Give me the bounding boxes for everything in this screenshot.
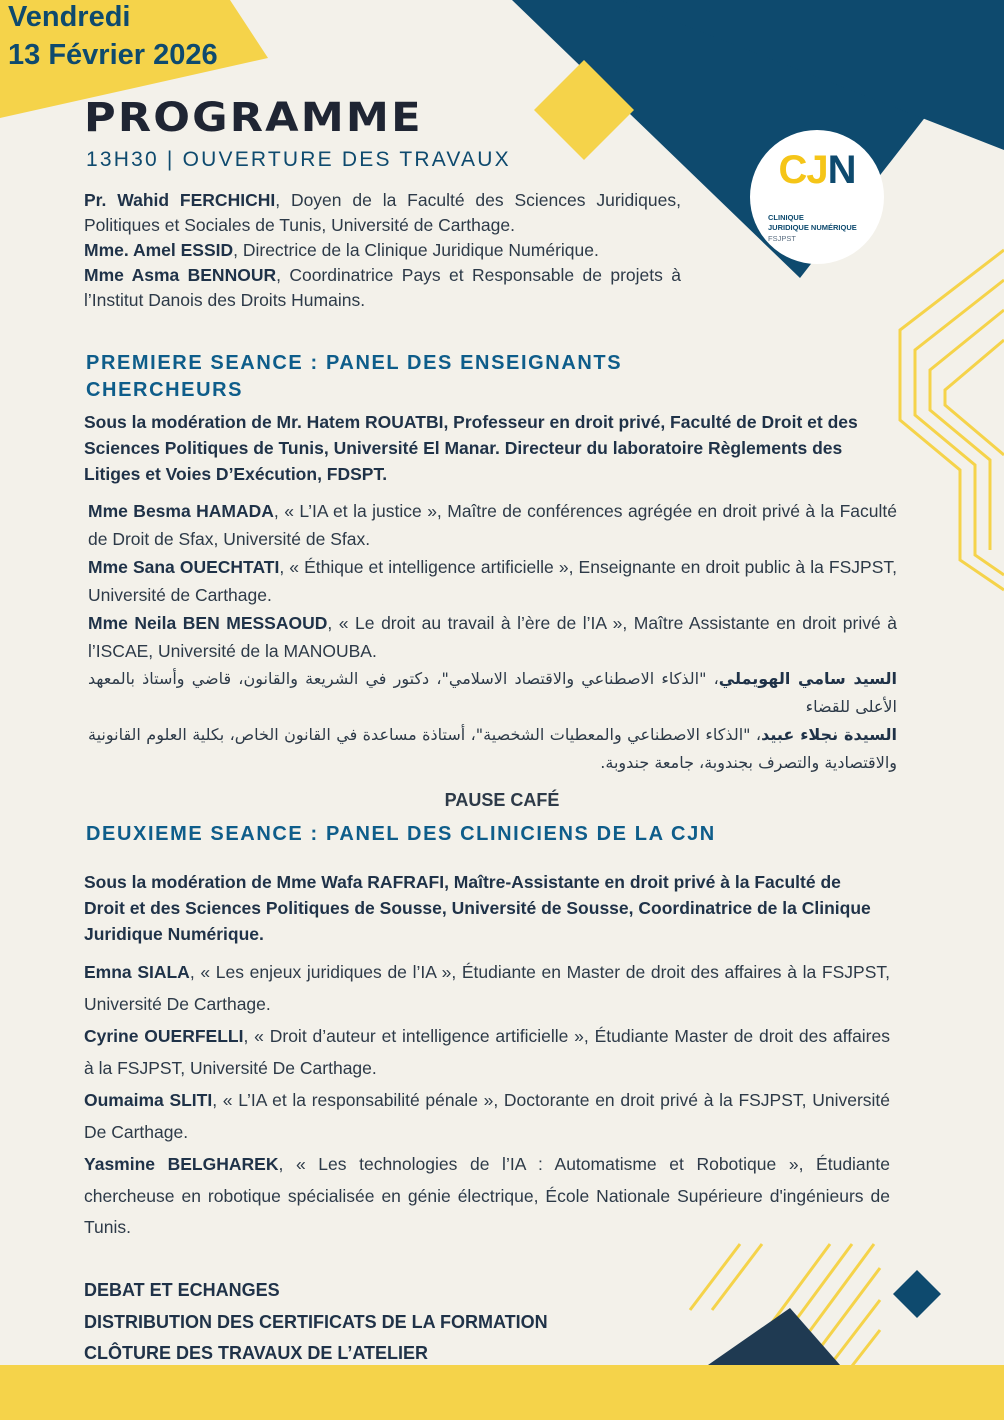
pause-cafe: PAUSE CAFÉ: [444, 790, 560, 810]
speaker-name: Mme. Amel ESSID: [84, 240, 234, 260]
closing-items: [84, 1275, 548, 1370]
logo-letter-j: J: [806, 148, 828, 192]
session1-speakers: [88, 497, 897, 777]
speaker-entry: [84, 957, 890, 1020]
speaker-entry: [84, 263, 681, 313]
speaker-name: Emna SIALA: [84, 962, 190, 982]
cjn-logo: [750, 130, 884, 264]
speaker-name: Mme Asma BENNOUR: [84, 265, 277, 285]
speaker-entry: [88, 497, 897, 553]
speaker-name: Oumaima SLITI: [84, 1090, 213, 1110]
closing-item: CLÔTURE DES TRAVAUX DE L’ATELIER: [84, 1343, 429, 1363]
speaker-desc: , « Éthique et intelligence artificielle », Enseignante en droit public à la FSJPST, Université de Carthage.: [88, 557, 897, 605]
speaker-entry: [84, 1021, 890, 1084]
speaker-entry: [84, 1149, 890, 1244]
speaker-desc: ، "الذكاء الاصطناعي والمعطيات الشخصية"، أستاذة مساعدة في القانون الخاص، بكلية العلوم القانونية والاقتصادية والتصرف بجندوبة، جامعة جندوبة.: [88, 725, 897, 772]
speaker-entry-arabic: [88, 665, 897, 721]
speaker-entry: [88, 553, 897, 609]
speaker-desc: ، "الذكاء الاصطناعي والاقتصاد الاسلامي"، دكتور في الشريعة والقانون، قاضي وأستاذ بالمعهد الأعلى للقضاء: [88, 669, 897, 716]
logo-letter-n: N: [827, 148, 856, 192]
closing-item: DEBAT ET ECHANGES: [84, 1280, 280, 1300]
speaker-name: Mme Sana OUECHTATI: [88, 557, 280, 577]
opening-speakers: [84, 188, 681, 313]
speaker-entry-arabic: [88, 721, 897, 777]
circuit-lines-right: [900, 250, 1004, 590]
speaker-name: السيد سامي الهويملي: [718, 669, 897, 688]
closing-item: DISTRIBUTION DES CERTIFICATS DE LA FORMATION: [84, 1311, 548, 1332]
speaker-name: السيدة نجلاء عبيد: [761, 725, 898, 744]
speaker-desc: , « Droit d’auteur et intelligence artificielle », Étudiante Master de droit des affaires à la FSJPST, Université De Carthage.: [84, 1026, 890, 1078]
speaker-desc: , Directrice de la Clinique Juridique Numérique.: [233, 240, 599, 260]
speaker-desc: , « L’IA et la justice », Maître de conférences agrégée en droit privé à la Faculté de Droit de Sfax, Université de Sfax.: [88, 501, 897, 549]
session1-moderation: Sous la modération de Mr. Hatem ROUATBI, Professeur en droit privé, Faculté de Droit et des Sciences Politiques de Tunis, Université El Manar. Directeur du laboratoire Règlements des Litiges et Voies D’Exécution, FDSPT.: [84, 412, 858, 484]
speaker-desc: , « L’IA et la responsabilité pénale », Doctorante en droit privé à la FSJPST, Université De Carthage.: [84, 1090, 890, 1142]
speaker-name: Yasmine BELGHAREK: [84, 1154, 279, 1174]
session1-title: PREMIERE SEANCE : PANEL DES ENSEIGNANTS CHERCHEURS: [86, 352, 623, 401]
speaker-desc: , « Les enjeux juridiques de l’IA », Étudiante en Master de droit des affaires à la FSJPST, Université De Carthage.: [84, 962, 890, 1014]
speaker-desc: , « Le droit au travail à l’ère de l’IA », Maître Assistante en droit privé à l’ISCAE, Université de la MANOUBA.: [88, 613, 897, 661]
logo-line-2: JURIDIQUE NUMÉRIQUE: [768, 223, 857, 232]
speaker-entry: [84, 188, 681, 238]
speaker-desc: , Coordinatrice Pays et Responsable de projets à l’Institut Danois des Droits Humains.: [84, 265, 681, 310]
navy-diamond-bottom: [893, 1270, 941, 1318]
logo-line-1: CLINIQUE: [768, 213, 804, 222]
session2-title: DEUXIEME SEANCE : PANEL DES CLINICIENS DE LA CJN: [86, 823, 716, 845]
date-full: 13 Février 2026: [8, 39, 218, 71]
logo-mark: [750, 150, 884, 190]
opening-heading: 13H30 | OUVERTURE DES TRAVAUX: [86, 148, 511, 171]
session2-moderation: Sous la modération de Mme Wafa RAFRAFI, Maître-Assistante en droit privé à la Faculté de Droit et des Sciences Politiques de Sousse, Université de Sousse, Coordinatrice de la Clinique Juridique Numérique.: [84, 872, 871, 944]
speaker-entry: [84, 238, 681, 263]
speaker-name: Pr. Wahid FERCHICHI: [84, 190, 276, 210]
programme-title: PROGRAMME: [84, 95, 423, 141]
speaker-desc: , Doyen de la Faculté des Sciences Juridiques, Politiques et Sociales de Tunis, Université de Carthage.: [84, 190, 681, 235]
speaker-name: Mme Besma HAMADA: [88, 501, 274, 521]
speaker-name: Mme Neila BEN MESSAOUD: [88, 613, 328, 633]
speaker-name: Cyrine OUERFELLI: [84, 1026, 244, 1046]
session2-speakers: [84, 957, 890, 1245]
yellow-bottom-band: [0, 1365, 1004, 1420]
speaker-entry: [84, 1085, 890, 1148]
speaker-desc: , « Les technologies de l’IA : Automatisme et Robotique », Étudiante chercheuse en robotique spécialisée en génie électrique, École Nationale Supérieure d'ingénieurs de Tunis.: [84, 1154, 890, 1237]
speaker-entry: [88, 609, 897, 665]
date-day: Vendredi: [8, 1, 131, 33]
logo-line-3: FSJPST: [768, 234, 796, 243]
logo-letter-c: C: [778, 148, 807, 192]
